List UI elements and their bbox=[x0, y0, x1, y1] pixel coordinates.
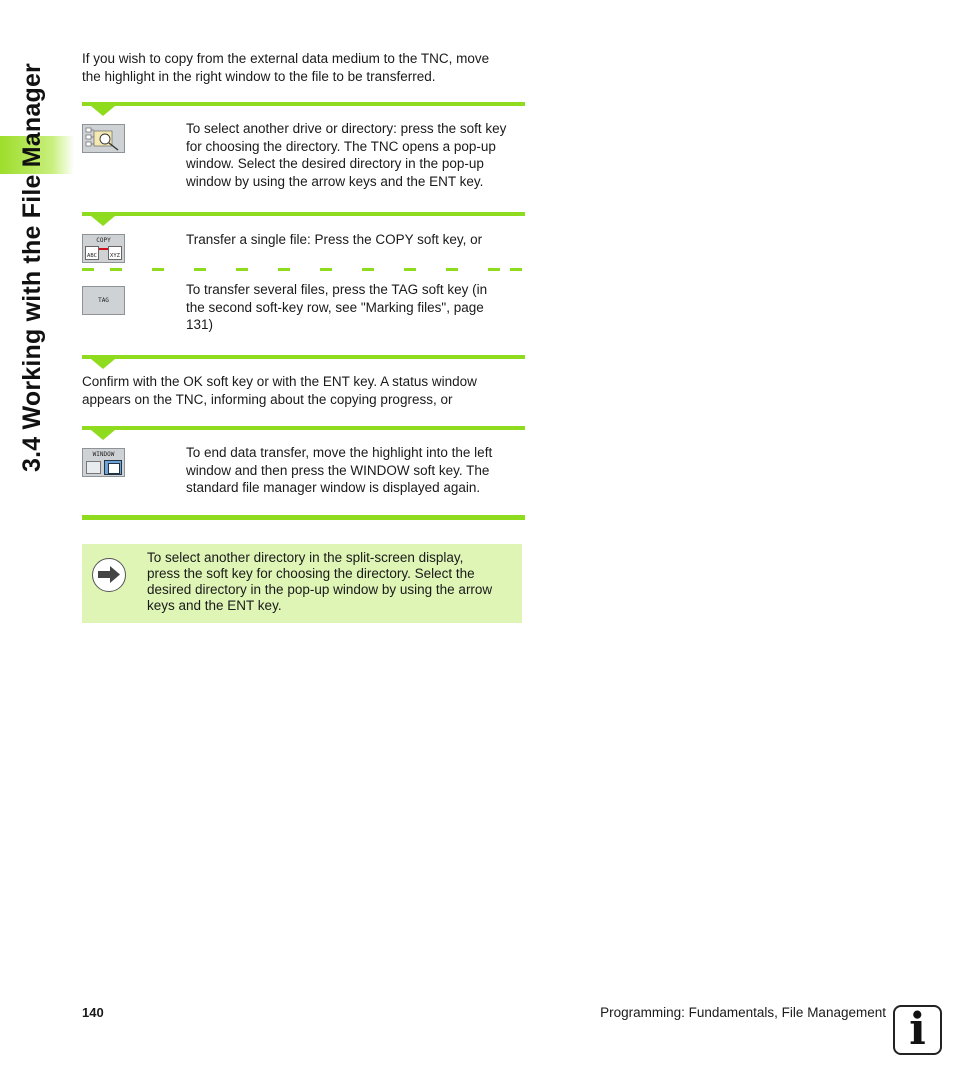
page-number: 140 bbox=[82, 1005, 104, 1020]
step-divider bbox=[82, 426, 525, 430]
text-line: press the soft key for choosing the directory. Select the bbox=[147, 566, 475, 581]
split-window-left-icon bbox=[86, 461, 101, 474]
softkey-label: COPY bbox=[96, 237, 111, 244]
step-window-text bbox=[186, 444, 492, 497]
text-line: 131) bbox=[186, 317, 214, 333]
note-text bbox=[147, 550, 492, 614]
step-marker bbox=[91, 106, 115, 116]
text-line: appears on the TNC, informing about the copying progress, or bbox=[82, 391, 453, 407]
directory-tree-icon bbox=[83, 125, 124, 152]
intro-line: the highlight in the right window to the file to be transferred. bbox=[82, 68, 436, 84]
confirm-paragraph bbox=[82, 373, 477, 408]
source-file-icon bbox=[85, 246, 99, 260]
intro-line: If you wish to copy from the external data medium to the TNC, move bbox=[82, 51, 490, 66]
softkey-label: TAG bbox=[98, 297, 109, 304]
text-line: window by using the arrow keys and the ENT key. bbox=[186, 174, 484, 190]
copy-arrow-icon bbox=[99, 248, 108, 250]
text-line: To select another directory in the split-screen display, bbox=[147, 550, 464, 565]
softkey-from: ABC bbox=[87, 253, 97, 259]
text-line: window. Select the desired directory in the pop-up bbox=[186, 156, 484, 172]
text-line: window and then press the WINDOW soft key. The bbox=[186, 462, 490, 478]
arrow-right-icon bbox=[92, 558, 126, 592]
chapter-title: 3.4 Working with the File Manager bbox=[18, 63, 46, 472]
step-copy-text: Transfer a single file: Press the COPY soft key, or bbox=[186, 232, 483, 247]
section-end-divider bbox=[82, 515, 525, 520]
window-softkey bbox=[82, 448, 125, 477]
step-marker bbox=[91, 216, 115, 226]
step-directory-text bbox=[186, 120, 506, 191]
info-glyph: i bbox=[909, 1004, 926, 1055]
text-line: for choosing the directory. The TNC opens a pop-up bbox=[186, 138, 496, 154]
copy-softkey bbox=[82, 234, 125, 263]
split-window-right-icon bbox=[104, 460, 122, 475]
text-line: the second soft-key row, see "Marking files", page bbox=[186, 299, 484, 315]
target-file-icon bbox=[108, 246, 122, 260]
softkey-to: XYZ bbox=[110, 253, 120, 259]
step-tag-text bbox=[186, 281, 487, 334]
text-line: To transfer several files, press the TAG soft key (in bbox=[186, 282, 488, 297]
step-divider bbox=[82, 212, 525, 216]
info-icon bbox=[893, 1005, 942, 1055]
step-divider bbox=[82, 355, 525, 359]
text-line: Confirm with the OK soft key or with the ENT key. A status window bbox=[82, 374, 477, 389]
step-divider bbox=[82, 102, 525, 106]
text-line: keys and the ENT key. bbox=[147, 598, 282, 613]
or-separator bbox=[82, 268, 525, 271]
text-line: desired directory in the pop-up window by using the arrow bbox=[147, 582, 493, 597]
tag-softkey bbox=[82, 286, 125, 315]
step-marker bbox=[91, 359, 115, 369]
intro-paragraph bbox=[82, 50, 489, 85]
text-line: standard file manager window is displayed again. bbox=[186, 480, 481, 496]
step-marker bbox=[91, 430, 115, 440]
softkey-label: WINDOW bbox=[92, 451, 115, 458]
text-line: To select another drive or directory: press the soft key bbox=[186, 121, 507, 136]
text-line: To end data transfer, move the highlight into the left bbox=[186, 445, 493, 460]
directory-softkey bbox=[82, 124, 125, 153]
running-title: Programming: Fundamentals, File Management bbox=[600, 1005, 886, 1020]
